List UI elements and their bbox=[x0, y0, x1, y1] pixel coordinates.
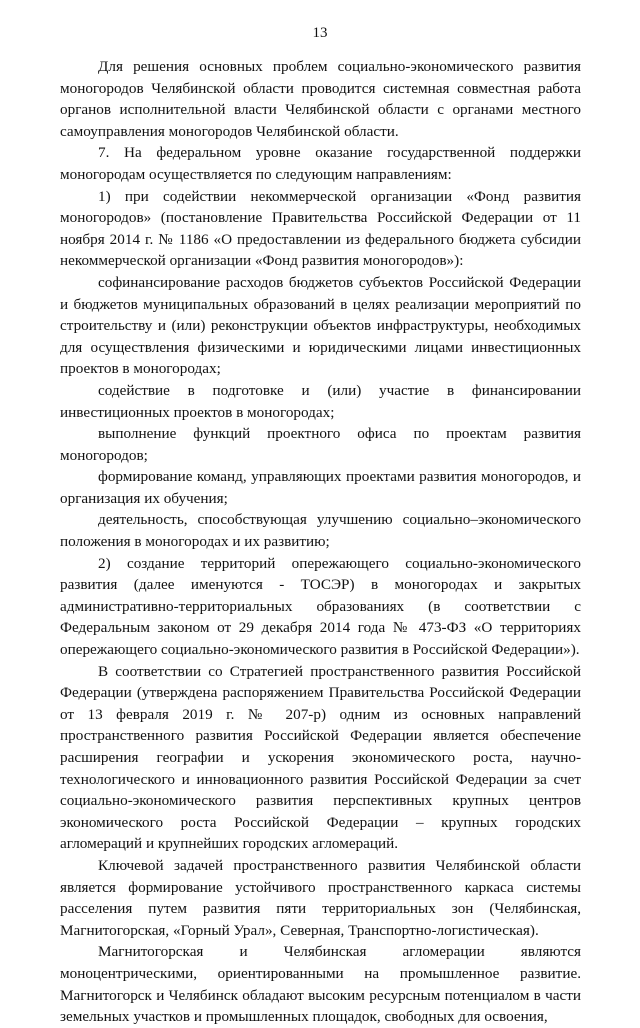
paragraph-project-office: выполнение функций проектного офиса по проектам развития моногородов; bbox=[60, 425, 581, 464]
document-body bbox=[60, 56, 581, 1028]
paragraph-toser: 2) создание территорий опережающего социально-экономического развития (далее именуются - ТОСЭР) в моногородах и закрытых административно-территориальных образованиях (в соответствии с Федеральным законом от 29 декабря 2014 года № 473-ФЗ «О территориях опережающего социально-экономического развития в Российской Федерации»). bbox=[60, 554, 581, 659]
paragraph-federal-support: 7. На федеральном уровне оказание государственной поддержки моногородам осуществляется по следующим направлениям: bbox=[60, 144, 581, 183]
paragraph-cofinancing: софинансирование расходов бюджетов субъектов Российской Федерации и бюджетов муниципальных образований в целях реализации мероприятий по строительству и (или) реконструкции объектов инфраструктуры, необходимых для осуществления физическими и юридическими лицами инвестиционных проектов в моногородах; bbox=[60, 273, 581, 378]
paragraph-spatial-strategy: В соответствии со Стратегией пространственного развития Российской Федерации (утверждена распоряжением Правительства Российской Федерации от 13 февраля 2019 г. № 207-р) одним из основных направлений пространственного развития Российской Федерации является обеспечение расширения географии и ускорения экономического роста, научно-технологического и инновационного развития Российской Федерации за счет социально-экономического развития перспективных крупных центров экономического роста Российской Федерации – крупных городских агломераций и крупнейших городских агломераций. bbox=[60, 662, 581, 853]
paragraph-agglomerations: Магнитогорская и Челябинская агломерации являются моноцентрическими, ориентированными на промышленное развитие. Магнитогорск и Челябинск обладают высоким ресурсным потенциалом в части земельных участков и промышленных площадок, свободных для освоения, bbox=[60, 943, 581, 1026]
paragraph-investment-assistance: содействие в подготовке и (или) участие в финансировании инвестиционных проектов в моногородах; bbox=[60, 381, 581, 421]
page-number: 13 bbox=[312, 25, 328, 41]
paragraph-chelyabinsk-key-task: Ключевой задачей пространственного развития Челябинской области является формирование устойчивого пространственного каркаса системы расселения путем развития пяти территориальных зон (Челябинская, Магнитогорская, «Горный Урал», Северная, Транспортно-логистическая). bbox=[60, 856, 581, 939]
paragraph-teams-formation: формирование команд, управляющих проектами развития моногородов, и организация их обучения; bbox=[60, 468, 581, 507]
paragraph-fund-assistance: 1) при содействии некоммерческой организации «Фонд развития моногородов» (постановление Правительства Российской Федерации от 11 ноября 2014 г. № 1186 «О предоставлении из федерального бюджета субсидии некоммерческой организации «Фонд развития моногородов»): bbox=[60, 187, 581, 270]
paragraph-monotowns-problems: Для решения основных проблем социально-экономического развития моногородов Челябинской области проводится системная совместная работа органов исполнительной власти Челябинской области с органами местного самоуправления моногородов Челябинской области. bbox=[60, 58, 581, 140]
paragraph-socioeconomic-activity: деятельность, способствующая улучшению социально–экономического положения в моногородах и их развитию; bbox=[60, 511, 581, 551]
